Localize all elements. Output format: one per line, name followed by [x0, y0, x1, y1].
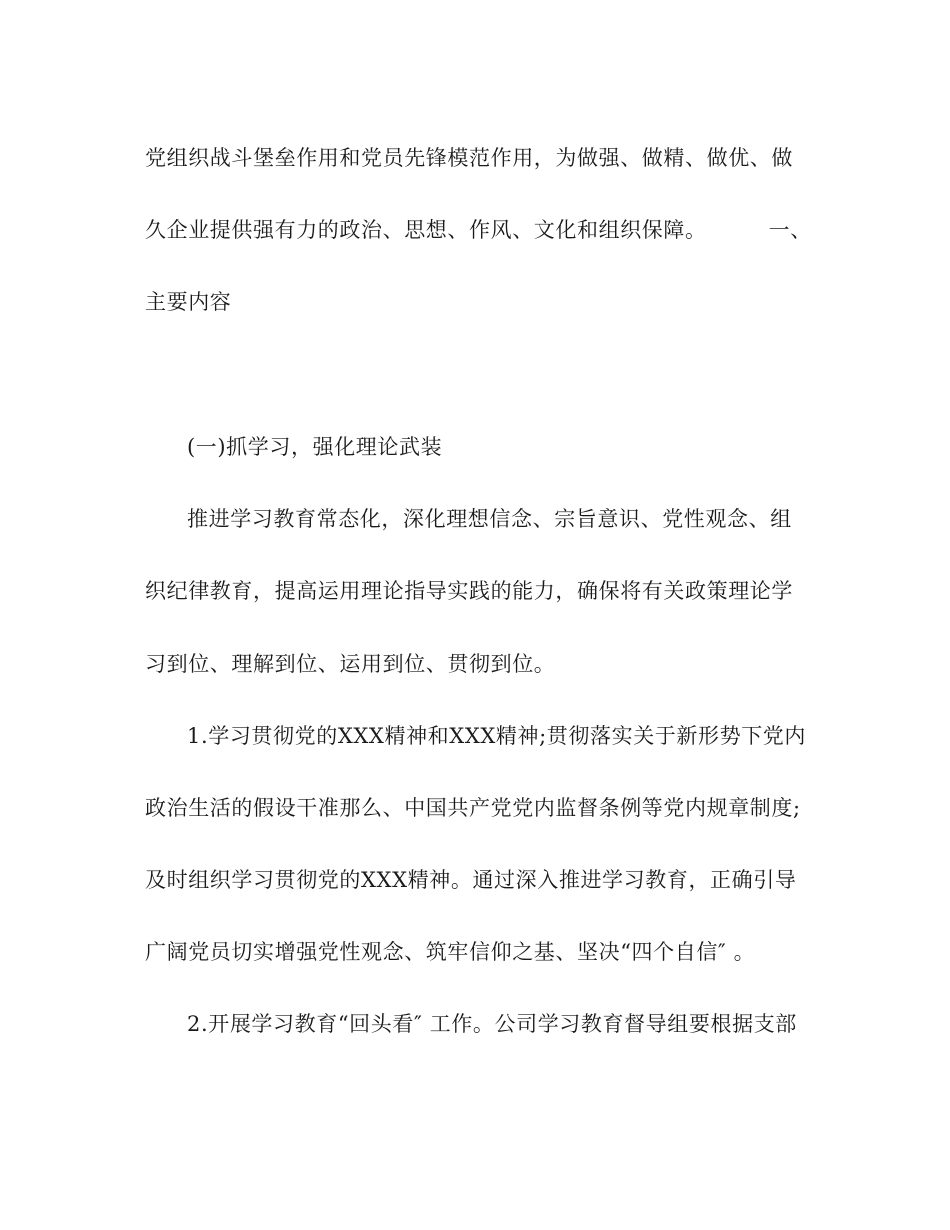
text-line: 及时组织学习贯彻党的XXX精神。通过深入推进学习教育，正确引导 [145, 868, 797, 892]
text-line: 1.学习贯彻党的XXX精神和XXX精神;贯彻落实关于新形势下党内 [187, 724, 807, 748]
section-title: 主要内容 [145, 290, 232, 314]
text-line: 习到位、理解到位、运用到位、贯彻到位。 [145, 652, 556, 676]
text-line: 政治生活的假设干准那么、中国共产党党内监督条例等党内规章制度; [145, 796, 801, 820]
text-line: 广阔党员切实增强党性观念、筑牢信仰之基、坚决“四个自信″ 。 [145, 940, 756, 964]
text-segment: 久企业提供强有力的政治、思想、作风、文化和组织保障。 [145, 218, 707, 242]
text-line: 推进学习教育常态化，深化理想信念、宗旨意识、党性观念、组 [187, 507, 792, 531]
text-line: 2.开展学习教育“回头看″ 工作。公司学习教育督导组要根据支部 [187, 1012, 797, 1036]
text-line: 党组织战斗堡垒作用和党员先锋模范作用，为做强、做精、做优、做 [145, 146, 793, 170]
subsection-heading: (一)抓学习，强化理论武装 [187, 435, 443, 459]
text-line [145, 216, 812, 244]
text-line: 织纪律教育，提高运用理论指导实践的能力，确保将有关政策理论学 [145, 579, 793, 603]
section-number: 一、 [768, 218, 812, 242]
